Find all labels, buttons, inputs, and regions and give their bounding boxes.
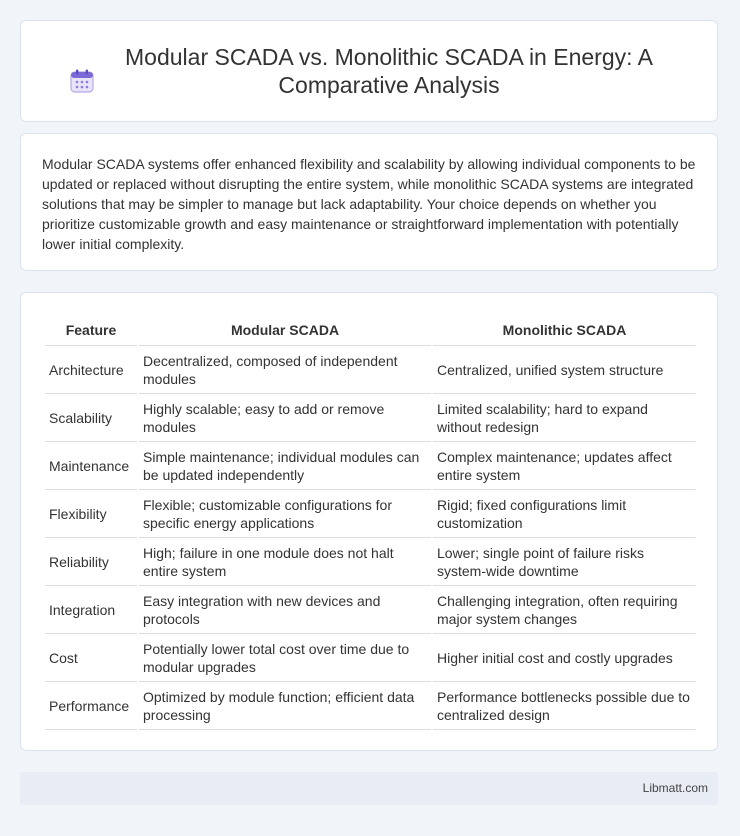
table-row: [45, 394, 696, 442]
modular-cell: Easy integration with new devices and protocols: [139, 586, 431, 634]
monolithic-cell: Performance bottlenecks possible due to centralized design: [433, 682, 696, 730]
modular-cell: Potentially lower total cost over time due to modular upgrades: [139, 634, 431, 682]
monolithic-cell: Complex maintenance; updates affect entire system: [433, 442, 696, 490]
feature-cell: Integration: [45, 586, 137, 634]
page-title: Modular SCADA vs. Monolithic SCADA in Energy: A Comparative Analysis: [125, 44, 653, 98]
title-card: [20, 20, 718, 122]
feature-cell: Reliability: [45, 538, 137, 586]
table-row: [45, 538, 696, 586]
header-monolithic: Monolithic SCADA: [433, 315, 696, 346]
feature-cell: Scalability: [45, 394, 137, 442]
modular-cell: Highly scalable; easy to add or remove modules: [139, 394, 431, 442]
feature-cell: Architecture: [45, 346, 137, 394]
table-row: [45, 634, 696, 682]
comparison-card: [20, 292, 718, 751]
modular-cell: High; failure in one module does not halt entire system: [139, 538, 431, 586]
feature-cell: Maintenance: [45, 442, 137, 490]
monolithic-cell: Challenging integration, often requiring major system changes: [433, 586, 696, 634]
summary-text: Modular SCADA systems offer enhanced flexibility and scalability by allowing individual components to be updated or replaced without disrupting the entire system, while monolithic SCADA systems are integrated solutions that may be simpler to manage but lack adaptability. Your choice depends on whether you prioritize customizable growth and easy maintenance or straightforward implementation with potentially lower initial complexity.: [42, 156, 696, 252]
monolithic-cell: Higher initial cost and costly upgrades: [433, 634, 696, 682]
table-row: [45, 490, 696, 538]
table-row: [45, 682, 696, 730]
modular-cell: Flexible; customizable configurations for specific energy applications: [139, 490, 431, 538]
modular-cell: Decentralized, composed of independent modules: [139, 346, 431, 394]
monolithic-cell: Centralized, unified system structure: [433, 346, 696, 394]
table-row: [45, 346, 696, 394]
comparison-table: [43, 315, 698, 730]
title-wrap: [39, 43, 699, 99]
header-modular: Modular SCADA: [139, 315, 431, 346]
header-feature: Feature: [45, 315, 137, 346]
table-header-row: [45, 315, 696, 346]
feature-cell: Flexibility: [45, 490, 137, 538]
footer: [20, 772, 718, 805]
calendar-icon: [69, 68, 95, 94]
feature-cell: Cost: [45, 634, 137, 682]
monolithic-cell: Limited scalability; hard to expand without redesign: [433, 394, 696, 442]
feature-cell: Performance: [45, 682, 137, 730]
modular-cell: Optimized by module function; efficient data processing: [139, 682, 431, 730]
table-row: [45, 586, 696, 634]
monolithic-cell: Lower; single point of failure risks system-wide downtime: [433, 538, 696, 586]
footer-site-link[interactable]: Libmatt.com: [642, 781, 708, 795]
table-row: [45, 442, 696, 490]
modular-cell: Simple maintenance; individual modules can be updated independently: [139, 442, 431, 490]
monolithic-cell: Rigid; fixed configurations limit customization: [433, 490, 696, 538]
summary-card: [20, 133, 718, 271]
